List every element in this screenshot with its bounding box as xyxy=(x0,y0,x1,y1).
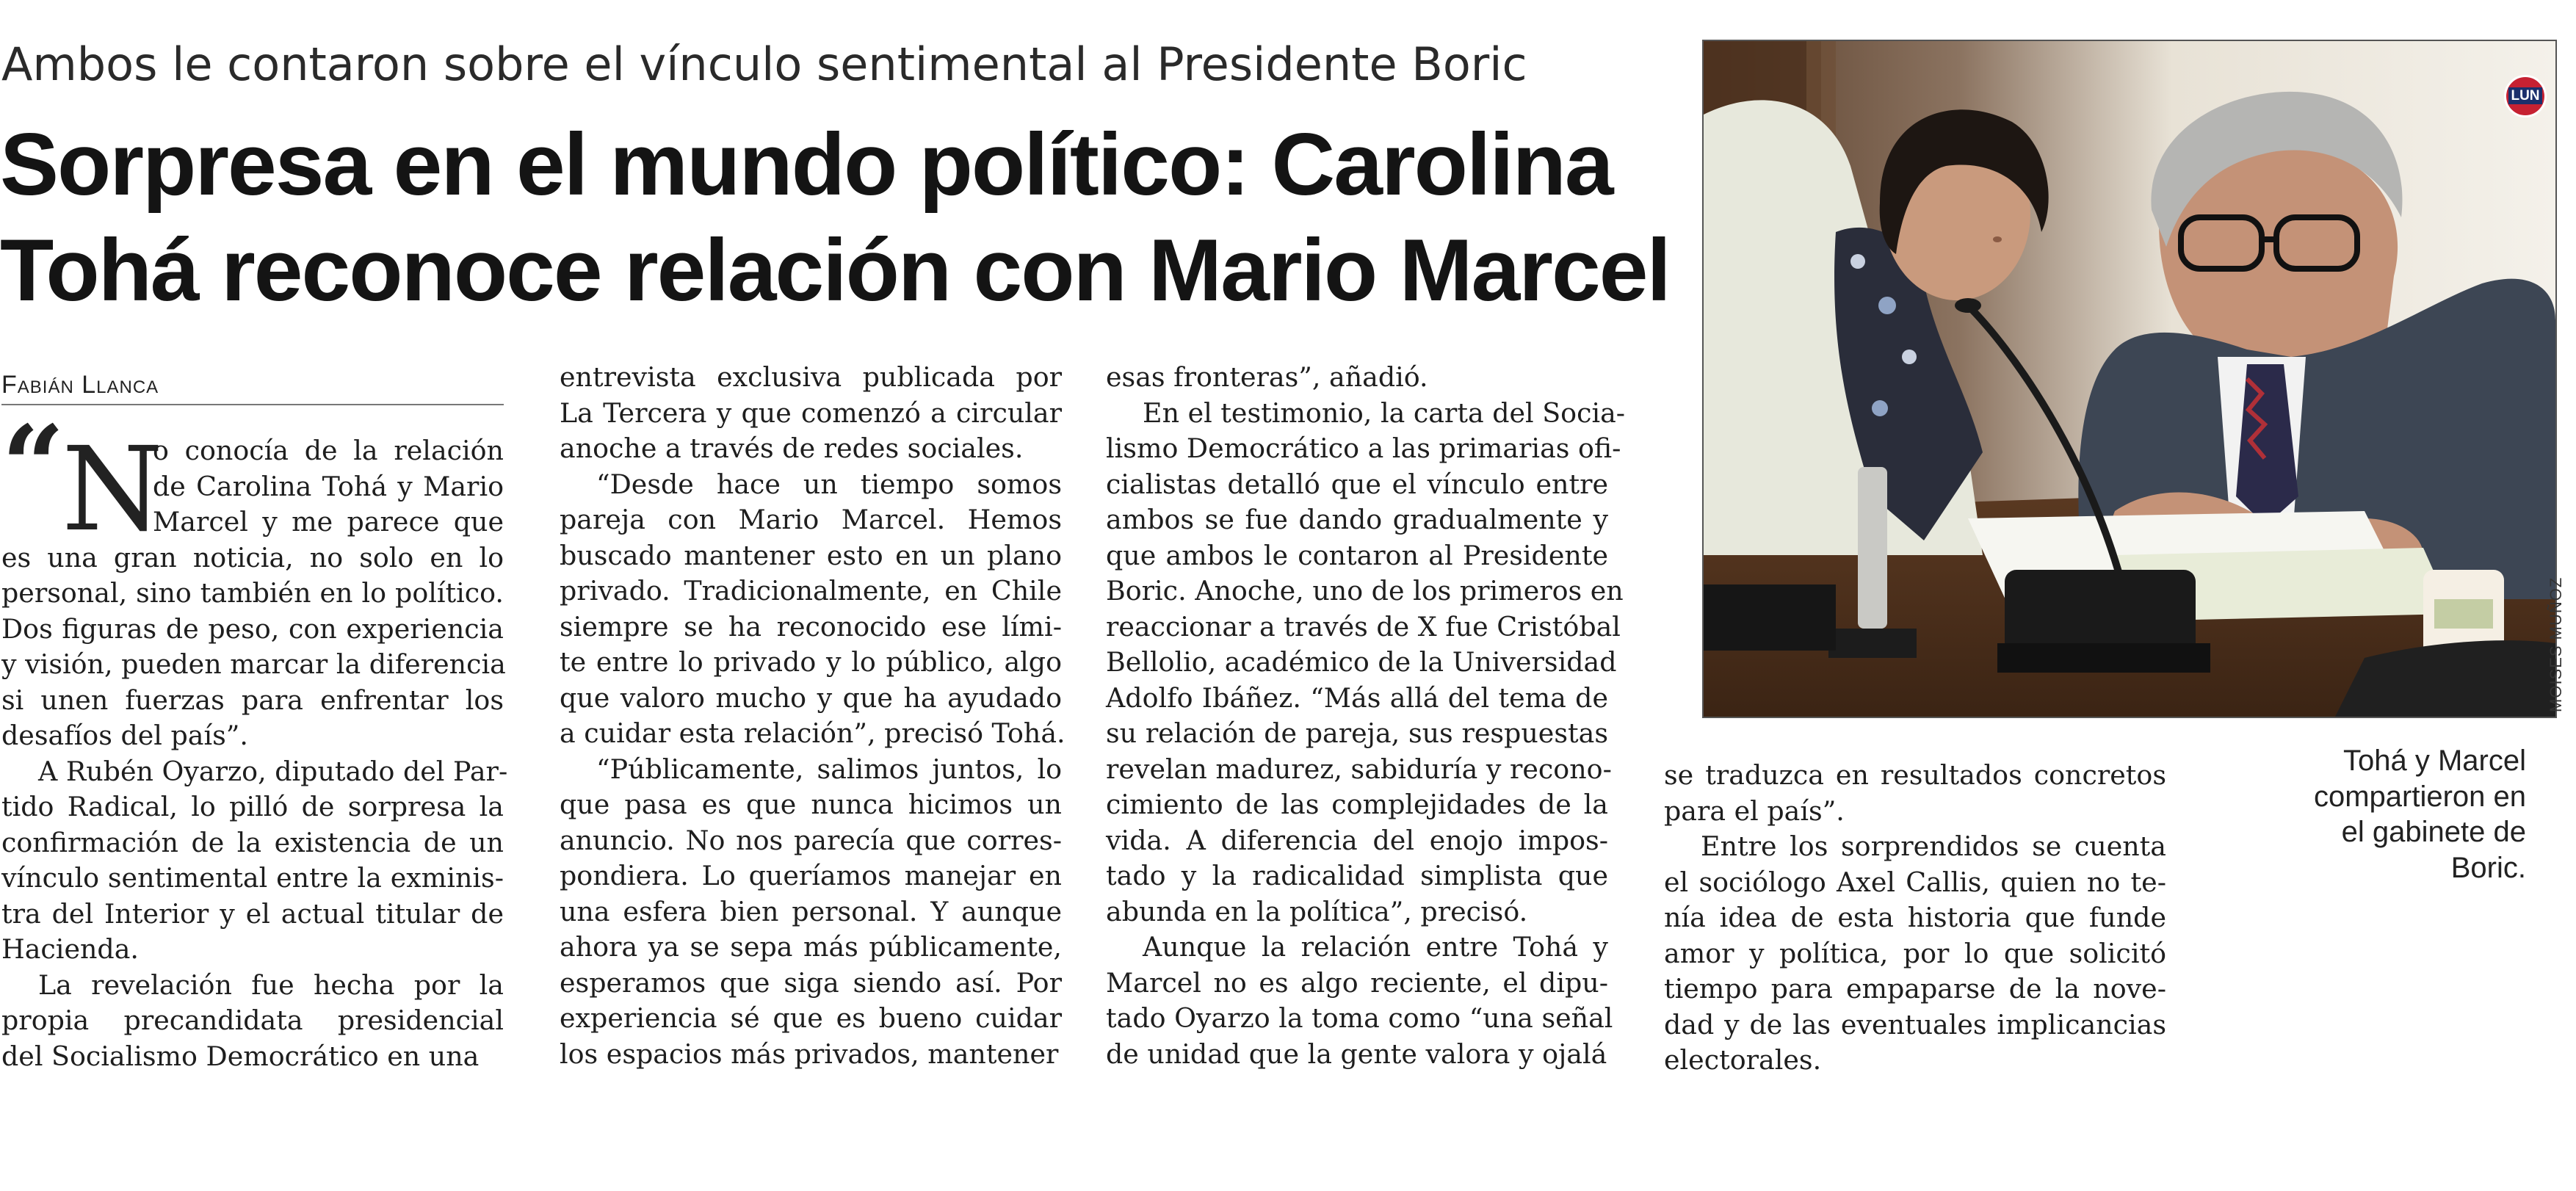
drop-cap-quote: “ xyxy=(1,402,65,531)
article-text-line: entrevista exclusiva publicada por xyxy=(560,361,1062,393)
article-text-line: esperamos que siga siendo así. Por xyxy=(560,966,1062,999)
article-text-line: ambos se fue dando gradualmente y xyxy=(1106,504,1608,535)
article-text-line: el sociólogo Axel Callis, quien no te- xyxy=(1664,866,2166,898)
article-photo xyxy=(1702,40,2557,718)
article-text-line: se traduzca en resultados concretos xyxy=(1664,759,2166,791)
article-text-line: tido Radical, lo pilló de sorpresa la xyxy=(1,791,504,822)
article-text-line: si unen fuerzas para enfrentar los xyxy=(1,684,504,716)
article-text-line: “Públicamente, salimos juntos, lo xyxy=(596,753,1062,785)
byline: Fabián Llanca xyxy=(1,369,504,405)
article-text-line: a cuidar esta relación”, precisó Tohá. xyxy=(560,717,1066,749)
article-text-line: lismo Democrático a las primarias ofi- xyxy=(1106,432,1621,464)
article-text-line: anoche a través de redes sociales. xyxy=(560,432,1024,464)
caption-line: Tohá y Marcel xyxy=(2343,745,2526,777)
article-text-line: Marcel y me parece que xyxy=(153,506,504,537)
article-text-line: esas fronteras”, añadió. xyxy=(1106,361,1428,393)
article-text-line: buscado mantener esto en un plano xyxy=(560,539,1062,571)
article-headline xyxy=(0,112,1670,323)
article-text-line: tiempo para empaparse de la nove- xyxy=(1664,973,2166,1004)
article-text-line: una esfera bien personal. Y aunque xyxy=(560,895,1062,927)
article-text-line: cimiento de las complejidades de la xyxy=(1106,789,1608,820)
article-text-line: desafíos del país”. xyxy=(1,720,248,751)
article-column-4 xyxy=(1664,758,2166,1079)
article-text-line: Entre los sorprendidos se cuenta xyxy=(1701,830,2166,862)
article-text-line: y visión, pueden marcar la diferencia xyxy=(1,648,506,680)
article-text-line: Aunque la relación entre Tohá y xyxy=(1143,931,1608,963)
article-text-line: reaccionar a través de X fue Cristóbal xyxy=(1106,610,1621,642)
article-text-line: pareja con Mario Marcel. Hemos xyxy=(560,504,1062,535)
article-text-line: ahora ya se sepa más públicamente, xyxy=(560,931,1062,963)
article-text-line: abunda en la política”, precisó. xyxy=(1106,895,1528,927)
article-text-line: tado y la radicalidad simplista que xyxy=(1106,860,1608,891)
drop-cap-letter: N xyxy=(62,422,164,557)
article-text-line: tado Oyarzo la toma como “una señal xyxy=(1106,1002,1613,1034)
article-text-line: privado. Tradicionalmente, en Chile xyxy=(560,575,1062,607)
article-text-line: Adolfo Ibáñez. “Más allá del tema de xyxy=(1106,681,1608,714)
caption-line: el gabinete de xyxy=(2341,816,2526,848)
lun-logo-badge: LUN xyxy=(2504,75,2547,117)
photo-caption xyxy=(2262,743,2526,886)
article-text-line: vínculo sentimental entre la exminis- xyxy=(1,862,504,894)
article-text-line: o conocía de la relación xyxy=(153,435,504,466)
article-column-3 xyxy=(1106,360,1626,1072)
article-text-line: Hacienda. xyxy=(1,933,139,965)
article-text-line: revelan madurez, sabiduría y recono- xyxy=(1106,753,1612,785)
article-text-line: tra del Interior y el actual titular de xyxy=(1,897,504,930)
article-text-line: En el testimonio, la carta del Socia- xyxy=(1143,397,1626,429)
article-text-line: siempre se ha reconocido ese lími- xyxy=(560,610,1062,642)
article-text-line: te entre lo privado y lo público, algo xyxy=(560,646,1062,678)
headline-line-2: Tohá reconoce relación con Mario Marcel xyxy=(0,221,1670,319)
caption-line: compartieron en xyxy=(2313,780,2526,813)
photo-credit: MOISES MUÑOZ xyxy=(2547,576,2565,712)
article-text-line: La revelación fue hecha por la xyxy=(38,969,504,1001)
article-text-line: de Carolina Tohá y Mario xyxy=(153,470,504,502)
article-text-line: amor y política, por lo que solicitó xyxy=(1664,937,2166,969)
article-text-line: La Tercera y que comenzó a circular xyxy=(560,397,1062,429)
article-column-2 xyxy=(560,360,1066,1072)
article-text-line: del Socialismo Democrático en una xyxy=(1,1040,480,1072)
article-column-1 xyxy=(1,422,508,1074)
caption-line: Boric. xyxy=(2450,851,2526,884)
article-text-line: confirmación de la existencia de un xyxy=(1,826,504,858)
article-text-line: su relación de pareja, sus respuestas xyxy=(1106,717,1608,749)
article-text-line: “Desde hace un tiempo somos xyxy=(596,468,1062,500)
headline-line-1: Sorpresa en el mundo político: Carolina xyxy=(0,115,1613,214)
article-text-line: para el país”. xyxy=(1664,794,1845,827)
article-text-line: electorales. xyxy=(1664,1044,1822,1076)
article-text-line: Boric. Anoche, uno de los primeros en xyxy=(1106,575,1624,607)
article-text-line: es una gran noticia, no solo en lo xyxy=(1,541,504,573)
article-kicker: Ambos le contaron sobre el vínculo sentimental al Presidente Boric xyxy=(1,37,1527,91)
article-text-line: personal, sino también en lo político. xyxy=(1,577,504,609)
article-text-line: A Rubén Oyarzo, diputado del Par- xyxy=(38,755,508,787)
article-text-line: que ambos le contaron al Presidente xyxy=(1106,539,1608,571)
article-text-line: Bellolio, académico de la Universidad xyxy=(1106,646,1617,678)
article-text-line: nía idea de esta historia que funde xyxy=(1664,902,2166,933)
article-text-line: de unidad que la gente valora y ojalá xyxy=(1106,1038,1607,1070)
article-text-line: Marcel no es algo reciente, el dipu- xyxy=(1106,966,1608,999)
article-text-line: cialistas detalló que el vínculo entre xyxy=(1106,468,1608,500)
article-text-line: que valoro mucho y que ha ayudado xyxy=(560,681,1062,714)
photo-illustration xyxy=(1704,41,2555,717)
article-text-line: pondiera. Lo queríamos manejar en xyxy=(560,860,1062,891)
article-text-line: dad y de las eventuales implicancias xyxy=(1664,1008,2166,1040)
article-text-line: vida. A diferencia del enojo impos- xyxy=(1106,824,1608,856)
article-text-line: experiencia sé que es bueno cuidar xyxy=(560,1002,1062,1034)
article-text-line: los espacios más privados, mantener xyxy=(560,1038,1059,1070)
article-text-line: Dos figuras de peso, con experiencia xyxy=(1,612,504,645)
article-text-line: propia precandidata presidencial xyxy=(1,1004,504,1036)
article-text-line: que pasa es que nunca hicimos un xyxy=(560,789,1062,820)
article-text-line: anuncio. No nos parecía que corres- xyxy=(560,824,1062,856)
